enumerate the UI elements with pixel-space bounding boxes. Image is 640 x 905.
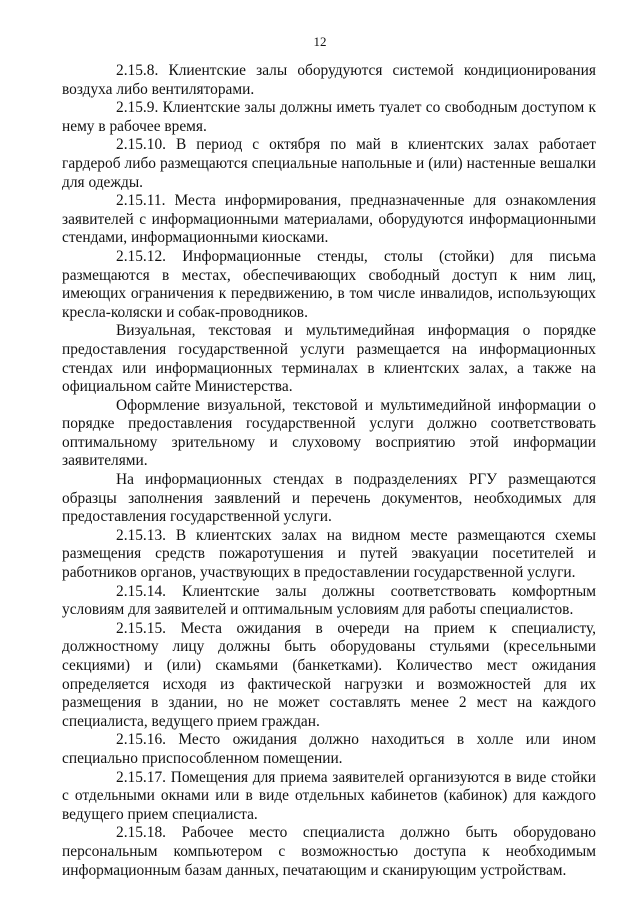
paragraph-2-15-17: 2.15.17. Помещения для приема заявителей организуются в виде стойки с отдельными окнами или в виде отдельных кабинетов (кабинок) для каждого ведущего прием специалиста. [62, 768, 596, 823]
paragraph-rgu-stands: На информационных стендах в подразделениях РГУ размещаются образцы заполнения заявлений и перечень документов, необходимых для предоставления государственной услуги. [62, 471, 596, 526]
document-body [62, 62, 596, 880]
paragraph-2-15-14: 2.15.14. Клиентские залы должны соответствовать комфортным условиям для заявителей и оптимальным условиям для работы специалистов. [62, 582, 596, 619]
page-number: 12 [313, 34, 327, 49]
paragraph-2-15-11: 2.15.11. Места информирования, предназначенные для ознакомления заявителей с информационными материалами, оборудуются информационными стендами, информационными киосками. [62, 192, 596, 247]
paragraph-2-15-16: 2.15.16. Место ожидания должно находиться в холле или ином специально приспособленном помещении. [62, 731, 596, 767]
paragraph-2-15-9: 2.15.9. Клиентские залы должны иметь туалет со свободным доступом к нему в рабочее время. [62, 99, 596, 135]
paragraph-2-15-13: 2.15.13. В клиентских залах на видном месте размещаются схемы размещения средств пожаротушения и путей эвакуации посетителей и работников органов, участвующих в предоставлении государственной услуги. [62, 526, 596, 582]
paragraph-2-15-12: 2.15.12. Информационные стенды, столы (стойки) для письма размещаются в местах, обеспечивающих свободный доступ к ним лиц, имеющих ограничения к передвижению, в том числе инвалидов, использующих кресла-коляски и собак-проводников. [62, 247, 596, 321]
paragraph-2-15-8: 2.15.8. Клиентские залы оборудуются системой кондиционирования воздуха либо вентиляторами. [62, 62, 596, 98]
paragraph-info-design: Оформление визуальной, текстовой и мультимедийной информации о порядке предоставления государственной услуги должно соответствовать оптимальному зрительному и слуховому восприятию этой информации заявителями. [62, 396, 596, 470]
paragraph-2-15-10: 2.15.10. В период с октября по май в клиентских залах работает гардероб либо размещаются специальные напольные и (или) настенные вешалки для одежды. [62, 136, 596, 191]
paragraph-visual-info: Визуальная, текстовая и мультимедийная информация о порядке предоставления государственной услуги размещается на информационных стендах или информационных терминалах в клиентских залах, а также на официальном сайте Министерства. [62, 322, 596, 396]
paragraph-2-15-15: 2.15.15. Места ожидания в очереди на прием к специалисту, должностному лицу должны быть оборудованы стульями (кресельными секциями) и (или) скамьями (банкетками). Количество мест ожидания определяется исходя из фактической нагрузки и возможностей для их размещения в здании, но не может составлять менее 2 мест на каждого специалиста, ведущего прием граждан. [62, 619, 596, 730]
paragraph-2-15-18: 2.15.18. Рабочее место специалиста должно быть оборудовано персональным компьютером с возможностью доступа к необходимым информационным базам данных, печатающим и сканирующим устройствам. [62, 824, 596, 879]
